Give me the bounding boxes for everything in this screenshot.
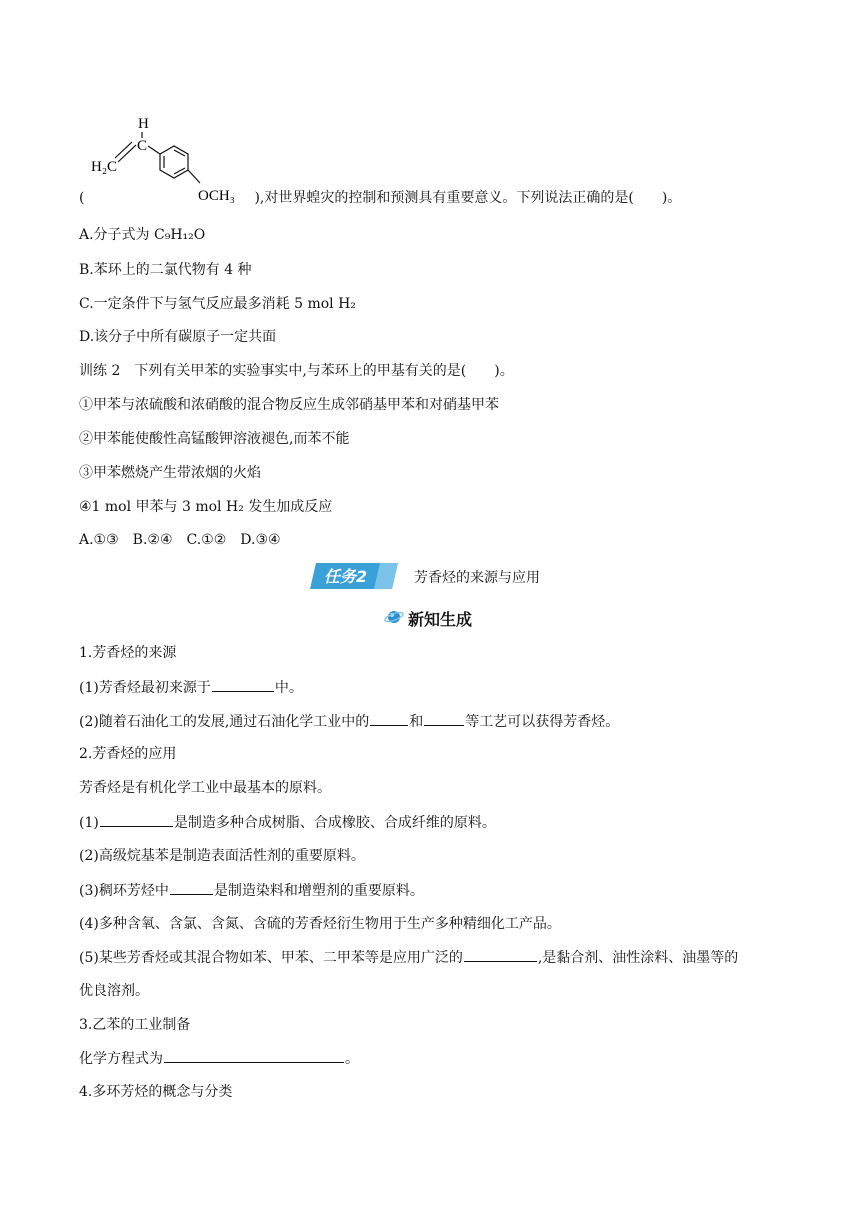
task2-badge-label: 任务2: [324, 567, 368, 586]
paragraph-4: (1) 是制造多种合成树脂、合成橡胶、合成纤维的原料。: [79, 815, 496, 831]
heading-aromatic-application: 2.芳香烃的应用: [79, 746, 177, 762]
paragraph-9: 化学方程式为 。: [79, 1051, 359, 1067]
planet-icon: [384, 607, 404, 627]
paragraph-6: (3)稠环芳烃中 是制造染料和增塑剂的重要原料。: [79, 883, 424, 899]
training2-options: A.①③ B.②④ C.①② D.③④: [79, 532, 281, 548]
question1-text: ),对世界蝗灾的控制和预测具有重要意义。下列说法正确的是( )。: [254, 190, 682, 206]
heading-aromatic-source: 1.芳香烃的来源: [79, 645, 177, 661]
section-title: 新知生成: [408, 610, 473, 629]
option-b: B.苯环上的二氯代物有 4 种: [79, 262, 252, 278]
paragraph-1: (1)芳香烃最初来源于 中。: [79, 680, 303, 696]
fill-blank[interactable]: [370, 712, 408, 726]
atom-h-label: H: [138, 116, 149, 132]
training2-statement-3: ③甲苯燃烧产生带浓烟的火焰: [79, 465, 261, 481]
training2-stem: 训练 2 下列有关甲苯的实验事实中,与苯环上的甲基有关的是( )。: [79, 363, 514, 379]
training2-statement-2: ②甲苯能使酸性高锰酸钾溶液褪色,而苯不能: [79, 431, 350, 447]
option-d: D.该分子中所有碳原子一定共面: [79, 329, 277, 345]
paragraph-8-continued: 优良溶剂。: [79, 983, 149, 999]
fill-blank[interactable]: [164, 1049, 344, 1063]
training2-statement-4: ④1 mol 甲苯与 3 mol H₂ 发生加成反应: [79, 499, 333, 515]
task2-title: 芳香烃的来源与应用: [414, 570, 540, 586]
atom-c-label: C: [137, 138, 148, 154]
och3-label: OCH₃: [198, 188, 235, 204]
paragraph-8: (5)某些芳香烃或其混合物如苯、甲苯、二甲苯等是应用广泛的 ,是黏合剂、油性涂料、油墨等的: [79, 950, 739, 966]
heading-ethylbenzene: 3.乙苯的工业制备: [79, 1017, 191, 1033]
task2-badge: [310, 563, 398, 589]
heading-polycyclic: 4.多环芳烃的概念与分类: [79, 1084, 233, 1100]
question1-stem: [79, 189, 681, 207]
paragraph-7: (4)多种含氧、含氯、含氮、含硫的芳香烃衍生物用于生产多种精细化工产品。: [79, 916, 561, 932]
paragraph-5: (2)高级烷基苯是制造表面活性剂的重要原料。: [79, 848, 365, 864]
h2c-label: H₂C: [91, 159, 118, 175]
fill-blank[interactable]: [464, 948, 537, 962]
option-a: A.分子式为 C₉H₁₂O: [79, 227, 206, 243]
question1-open-paren: (: [79, 190, 85, 206]
fill-blank[interactable]: [212, 678, 274, 692]
option-c: C.一定条件下与氢气反应最多消耗 5 mol H₂: [79, 296, 356, 312]
fill-blank[interactable]: [100, 813, 173, 827]
fill-blank[interactable]: [170, 881, 213, 895]
paragraph-2: (2)随着石油化工的发展,通过石油化学工业中的 和 等工艺可以获得芳香烃。: [79, 714, 620, 730]
training2-statement-1: ①甲苯与浓硫酸和浓硝酸的混合物反应生成邻硝基甲苯和对硝基甲苯: [79, 397, 499, 413]
paragraph-3: 芳香烃是有机化学工业中最基本的原料。: [79, 780, 331, 796]
fill-blank[interactable]: [424, 712, 464, 726]
